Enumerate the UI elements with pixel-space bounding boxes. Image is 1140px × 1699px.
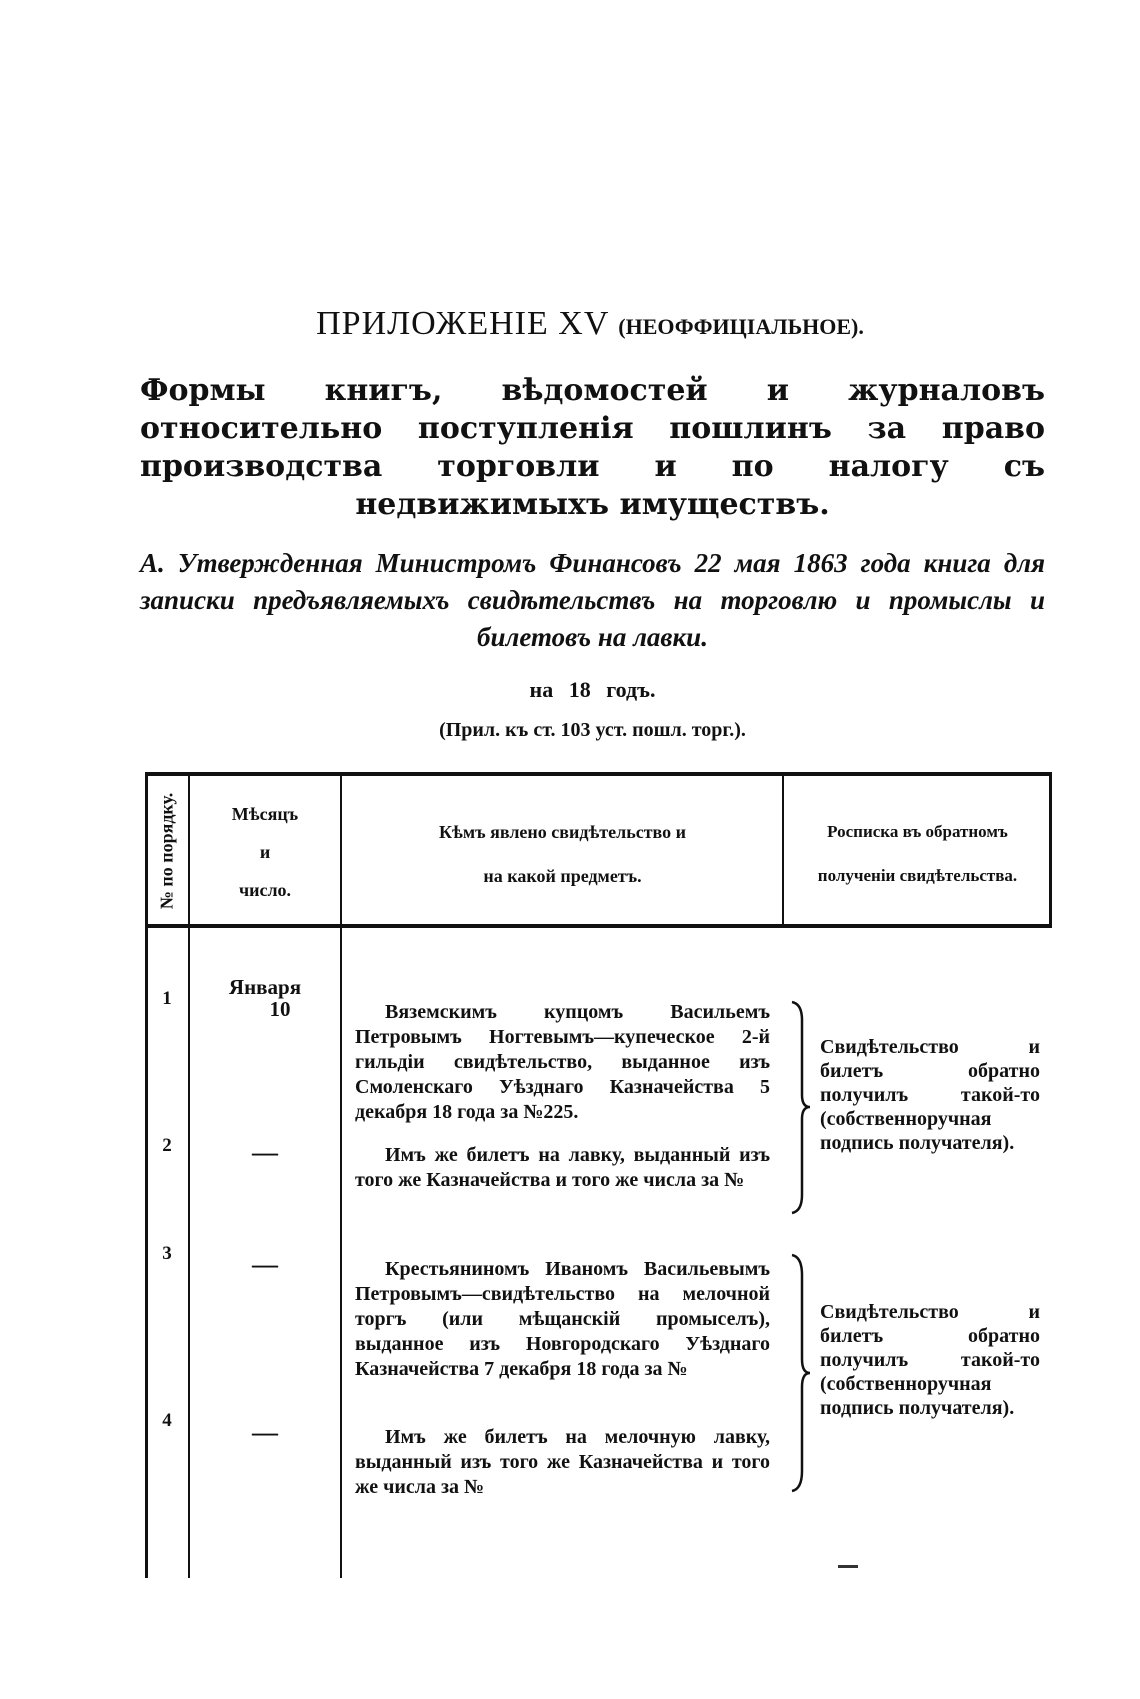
receipt-note: Свидѣтельство и билетъ обратно получилъ такой-то (собственноручная подпись получателя).: [820, 1036, 1040, 1154]
year-line: на 18 годъ.: [529, 677, 656, 702]
row-number: 1: [162, 988, 172, 1009]
row-date: —: [252, 1418, 278, 1447]
statute-reference: (Прил. къ ст. 103 уст. пошл. торг.).: [439, 719, 746, 741]
table-header-rule: [145, 924, 1052, 928]
receipt-note: Свидѣтельство и билетъ обратно получилъ такой-то (собственноручная подпись получателя).: [820, 1301, 1040, 1419]
appendix-heading: [140, 305, 1040, 343]
row-number: 3: [162, 1243, 172, 1264]
row-entry-text: Вяземскимъ купцомъ Васильемъ Петровымъ Ногтевымъ—купеческое 2-й гильдіи свидѣтельство, выданное изъ Смоленскаго Уѣзднаго Казначейства 5 декабря 18 года за №225.: [355, 1001, 770, 1123]
row-entry-text: Крестьяниномъ Иваномъ Васильевымъ Петровымъ—свидѣтельство на мелочной торгъ (или мѣщанскій промыселъ), выданное изъ Новгородскаго Уѣзднаго Казначейства 7 декабря 18 года за №: [355, 1258, 770, 1380]
table-top-rule: [145, 772, 1052, 776]
column-divider: [782, 772, 784, 926]
document-title: Формы книгъ, вѣдомостей и журналовъ относительно поступленія пошлинъ за право производства торговли и по налогу съ недвижимыхъ имуществъ.: [140, 373, 1045, 522]
header-month: Мѣсяцъ и число.: [231, 804, 299, 900]
column-divider: [340, 772, 342, 1578]
print-mark: [838, 1565, 858, 1568]
header-presented-by: Кѣмъ явлено свидѣтельство и на какой предметъ.: [438, 822, 687, 886]
appendix-note: (НЕОФФИЦІАЛЬНОЕ).: [618, 314, 864, 339]
row-number: 2: [162, 1135, 172, 1156]
header-number: № по порядку.: [156, 792, 177, 910]
row-entry-text: Имъ же билетъ на лавку, выданный изъ того же Казначейства и того же числа за №: [355, 1144, 770, 1191]
appendix-number: ПРИЛОЖЕНІЕ XV: [316, 305, 609, 342]
row-number: 4: [162, 1410, 172, 1431]
header-receipt: Росписка въ обратномъ полученіи свидѣтельства.: [817, 822, 1018, 885]
row-date: —: [252, 1138, 278, 1167]
brace-icon: [788, 1000, 812, 1215]
row-entry-text: Имъ же билетъ на мелочную лавку, выданный изъ того же Казначейства и того же числа за №: [355, 1426, 770, 1498]
section-title: А. Утвержденная Министромъ Финансовъ 22 мая 1863 года книга для записки предъявляемыхъ свидѣтельствъ на торговлю и промыслы и билетовъ на лавки.: [140, 548, 1045, 652]
brace-icon: [788, 1253, 812, 1493]
row-date: Января 10: [228, 975, 302, 1021]
row-date: —: [252, 1250, 278, 1279]
